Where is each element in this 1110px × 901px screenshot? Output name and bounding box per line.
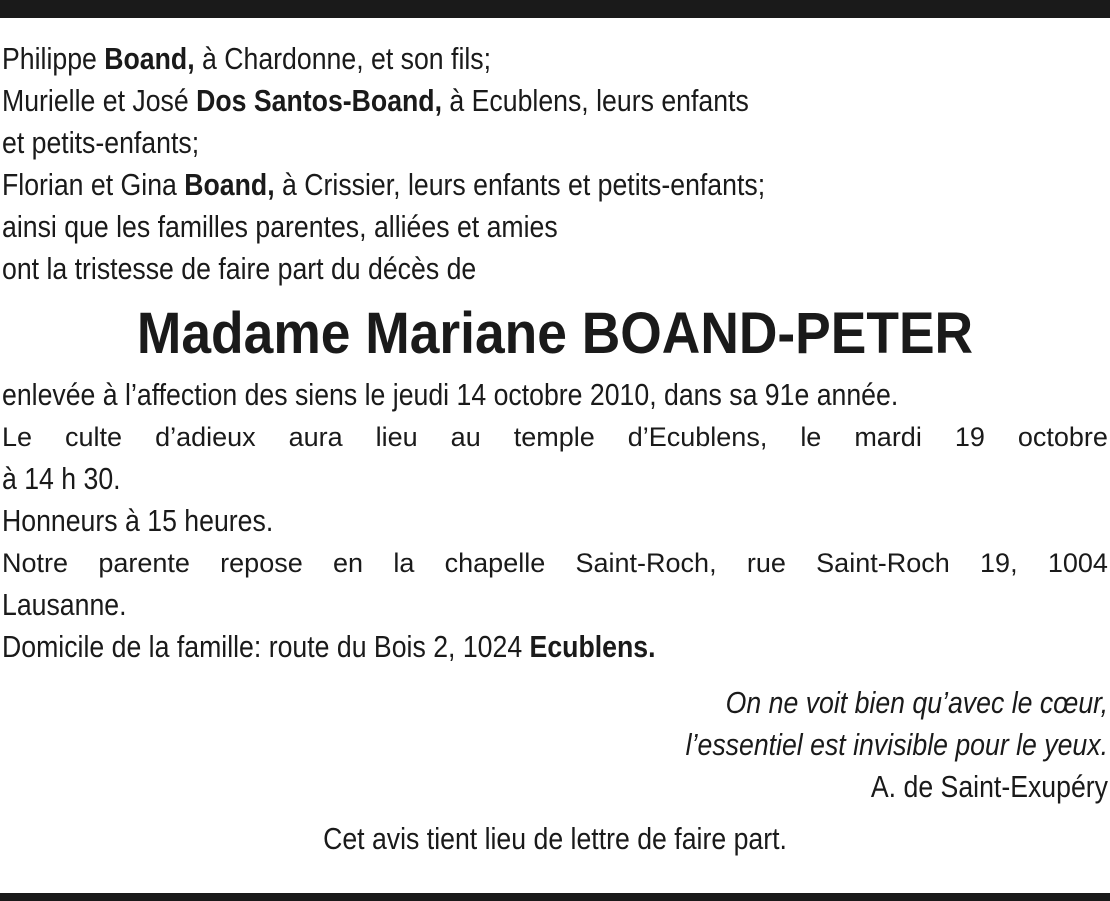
obituary-notice (2, 38, 1108, 860)
quote-author: A. de Saint-Exupéry (870, 769, 1108, 804)
quote-line: On ne voit bien qu’avec le cœur, (725, 685, 1108, 720)
family-line: Murielle et José Dos Santos-Boand, à Ecublens, leurs enfants (2, 83, 749, 118)
details-line: Honneurs à 15 heures. (2, 503, 274, 538)
word: parente (98, 548, 190, 578)
word: 19 (954, 422, 985, 452)
word: octobre (1017, 422, 1108, 452)
quotation (2, 682, 1108, 808)
details-line: Lausanne. (2, 587, 127, 622)
word: temple (513, 422, 595, 452)
word: au (450, 422, 481, 452)
word: Saint-Roch, (575, 548, 717, 578)
bottom-rule (0, 893, 1110, 901)
notice-text: Cet avis tient lieu de lettre de faire part. (323, 821, 787, 856)
details-line: Domicile de la famille: route du Bois 2, 1024 Ecublens. (2, 629, 656, 664)
word: rue (746, 548, 786, 578)
family-line: ainsi que les familles parentes, alliées et amies (2, 209, 558, 244)
deceased-name: Madame Mariane BOAND-PETER (136, 301, 974, 366)
word: en (333, 548, 364, 578)
word: la (393, 548, 415, 578)
word: lieu (375, 422, 418, 452)
word: Le (2, 422, 33, 452)
quote-line: l’essentiel est invisible pour le yeux. (685, 727, 1108, 762)
family-line: ont la tristesse de faire part du décès de (2, 251, 477, 286)
family-announcement (2, 38, 1108, 290)
funeral-details (2, 374, 1108, 668)
top-rule (0, 0, 1110, 18)
word: aura (288, 422, 343, 452)
word: d’adieux (155, 422, 256, 452)
details-line: à 14 h 30. (2, 461, 121, 496)
word: 19, (980, 548, 1018, 578)
word: repose (220, 548, 303, 578)
word: culte (65, 422, 123, 452)
word: le (800, 422, 822, 452)
details-line-justified (2, 416, 1108, 458)
family-line: Philippe Boand, à Chardonne, et son fils; (2, 41, 492, 76)
family-line: Florian et Gina Boand, à Crissier, leurs enfants et petits-enfants; (2, 167, 766, 202)
details-line-justified (2, 542, 1108, 584)
word: d’Ecublens, (627, 422, 768, 452)
word: mardi (854, 422, 922, 452)
family-line: et petits-enfants; (2, 125, 200, 160)
word: 1004 (1047, 548, 1108, 578)
word: Notre (2, 548, 69, 578)
details-line: enlevée à l’affection des siens le jeudi 14 octobre 2010, dans sa 91e année. (2, 377, 899, 412)
word: chapelle (444, 548, 546, 578)
word: Saint-Roch (816, 548, 950, 578)
